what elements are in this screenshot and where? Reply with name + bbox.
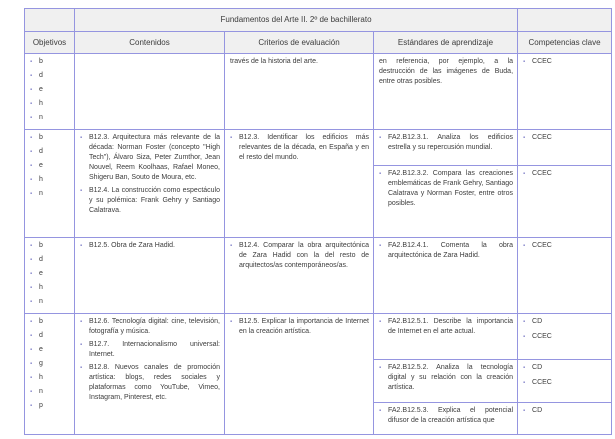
list-item bbox=[523, 169, 607, 179]
list-item-text: h bbox=[39, 176, 43, 183]
table-row bbox=[25, 314, 612, 360]
list-item bbox=[379, 317, 513, 337]
list-item-text: e bbox=[39, 86, 43, 93]
criterios-cell bbox=[225, 238, 374, 314]
list-item-text: d bbox=[39, 72, 43, 79]
list-item-text: b bbox=[39, 134, 43, 141]
competencias-cell bbox=[518, 166, 612, 238]
column-header-row bbox=[25, 32, 612, 54]
competencias-cell bbox=[518, 238, 612, 314]
list-item-text: d bbox=[39, 148, 43, 155]
square-bullet-icon: ▪ bbox=[379, 319, 382, 325]
square-bullet-icon: ▪ bbox=[80, 365, 83, 371]
contenidos-cell bbox=[75, 238, 225, 314]
corner-cell-right bbox=[518, 9, 612, 32]
square-bullet-icon: ▪ bbox=[523, 59, 526, 65]
square-bullet-icon: ▪ bbox=[230, 243, 233, 249]
square-bullet-icon: ▪ bbox=[230, 135, 233, 141]
competencias-cell bbox=[518, 54, 612, 130]
list-item-text: B12.5. Explicar la importancia de Internet en la creación artística. bbox=[239, 318, 369, 335]
list-item-text: B12.5. Obra de Zara Hadid. bbox=[89, 242, 175, 249]
list-item-text: FA2.B12.5.2. Analiza la tecnología digital y su relación con la creación artística. bbox=[388, 364, 514, 391]
list-item-text: CCEC bbox=[532, 379, 552, 386]
column-header-competencias: Competencias clave bbox=[518, 32, 612, 54]
square-bullet-icon: ▪ bbox=[80, 243, 83, 249]
list-item-text: B12.4. Comparar la obra arquitectónica de Zara Hadid con la del resto de arquitectos/as contemporáneos/as. bbox=[239, 242, 369, 269]
corner-cell-left bbox=[25, 9, 75, 32]
square-bullet-icon: ▪ bbox=[523, 319, 526, 325]
list-item-text: FA2.B12.5.3. Explica el potencial difusor de la creación artística que bbox=[388, 407, 514, 424]
title-row bbox=[25, 9, 612, 32]
objetivos-cell bbox=[25, 130, 75, 238]
square-bullet-icon: ▪ bbox=[30, 347, 33, 353]
square-bullet-icon: ▪ bbox=[30, 149, 33, 155]
column-header-contenidos: Contenidos bbox=[75, 32, 225, 54]
list-item bbox=[30, 401, 70, 411]
competencias-cell bbox=[518, 130, 612, 166]
square-bullet-icon: ▪ bbox=[30, 135, 33, 141]
list-item bbox=[30, 269, 70, 279]
list-item bbox=[30, 113, 70, 123]
list-item-text: FA2.B12.5.1. Describe la importancia de Internet en el arte actual. bbox=[388, 318, 514, 335]
list-item bbox=[30, 255, 70, 265]
list-item bbox=[80, 363, 220, 403]
list-item bbox=[523, 406, 607, 416]
square-bullet-icon: ▪ bbox=[30, 389, 33, 395]
list-item-text: n bbox=[39, 190, 43, 197]
column-header-criterios: Criterios de evaluación bbox=[225, 32, 374, 54]
list-item bbox=[230, 241, 369, 271]
list-item bbox=[30, 283, 70, 293]
list-item-text: p bbox=[39, 402, 43, 409]
square-bullet-icon: ▪ bbox=[523, 365, 526, 371]
square-bullet-icon: ▪ bbox=[523, 243, 526, 249]
estandares-cell bbox=[374, 238, 518, 314]
square-bullet-icon: ▪ bbox=[523, 380, 526, 386]
list-item bbox=[523, 133, 607, 143]
list-item bbox=[30, 359, 70, 369]
table-row bbox=[25, 238, 612, 314]
square-bullet-icon: ▪ bbox=[30, 101, 33, 107]
square-bullet-icon: ▪ bbox=[379, 243, 382, 249]
list-item bbox=[379, 363, 513, 393]
competencias-cell bbox=[518, 403, 612, 435]
objetivos-cell bbox=[25, 314, 75, 435]
list-item-text: B12.7. Internacionalismo universal: Internet. bbox=[89, 341, 220, 358]
square-bullet-icon: ▪ bbox=[30, 115, 33, 121]
list-item-text: B12.4. La construcción como espectáculo y su polémica: Frank Gehry y Santiago Calatrava. bbox=[89, 187, 220, 214]
list-item bbox=[230, 317, 369, 337]
list-item-text: d bbox=[39, 256, 43, 263]
contenidos-cell bbox=[75, 130, 225, 238]
square-bullet-icon: ▪ bbox=[80, 319, 83, 325]
criterios-cell bbox=[225, 130, 374, 238]
list-item bbox=[30, 331, 70, 341]
list-item bbox=[379, 241, 513, 261]
list-item-text: n bbox=[39, 114, 43, 121]
list-item bbox=[30, 387, 70, 397]
list-item-text: CD bbox=[532, 364, 543, 371]
list-item-text: b bbox=[39, 318, 43, 325]
list-item-text: h bbox=[39, 100, 43, 107]
list-item-text: d bbox=[39, 332, 43, 339]
square-bullet-icon: ▪ bbox=[379, 365, 382, 371]
square-bullet-icon: ▪ bbox=[30, 285, 33, 291]
square-bullet-icon: ▪ bbox=[80, 135, 83, 141]
list-item bbox=[523, 378, 607, 388]
criterios-cell bbox=[225, 314, 374, 435]
square-bullet-icon: ▪ bbox=[30, 257, 33, 263]
list-item bbox=[80, 317, 220, 337]
square-bullet-icon: ▪ bbox=[379, 408, 382, 414]
objetivos-cell bbox=[25, 54, 75, 130]
square-bullet-icon: ▪ bbox=[30, 243, 33, 249]
square-bullet-icon: ▪ bbox=[30, 177, 33, 183]
square-bullet-icon: ▪ bbox=[30, 163, 33, 169]
list-item bbox=[379, 133, 513, 153]
square-bullet-icon: ▪ bbox=[30, 333, 33, 339]
column-header-objetivos: Objetivos bbox=[25, 32, 75, 54]
list-item-text: CCEC bbox=[532, 170, 552, 177]
square-bullet-icon: ▪ bbox=[30, 299, 33, 305]
square-bullet-icon: ▪ bbox=[80, 342, 83, 348]
competencias-cell bbox=[518, 314, 612, 360]
list-item bbox=[30, 133, 70, 143]
estandares-cell bbox=[374, 166, 518, 238]
list-item bbox=[379, 406, 513, 426]
list-item bbox=[30, 373, 70, 383]
list-item bbox=[30, 161, 70, 171]
list-item-text: FA2.B12.3.2. Compara las creaciones emblemáticas de Frank Gehry, Santiago Calatrava y Norman Foster, entre otros posibles. bbox=[388, 170, 514, 207]
list-item-text: CD bbox=[532, 318, 543, 325]
list-item bbox=[30, 85, 70, 95]
list-item-text: FA2.B12.4.1. Comenta la obra arquitectónica de Zara Hadid. bbox=[388, 242, 514, 259]
list-item-text: CCEC bbox=[532, 134, 552, 141]
square-bullet-icon: ▪ bbox=[30, 59, 33, 65]
curriculum-table bbox=[24, 8, 612, 435]
estandares-cell bbox=[374, 360, 518, 403]
list-item-text: n bbox=[39, 298, 43, 305]
list-item-text: CCEC bbox=[532, 333, 552, 340]
list-item bbox=[30, 57, 70, 67]
competencias-cell bbox=[518, 360, 612, 403]
estandar-continuation-text: en referencia, por ejemplo, a la destrucción de las imágenes de Buda, entre otras posibles. bbox=[379, 58, 514, 85]
list-item-text: B12.3. Identificar los edificios más relevantes de la década, en España y en el resto del mundo. bbox=[239, 134, 369, 161]
list-item bbox=[30, 297, 70, 307]
list-item-text: e bbox=[39, 346, 43, 353]
square-bullet-icon: ▪ bbox=[523, 408, 526, 414]
list-item bbox=[230, 133, 369, 163]
list-item bbox=[523, 363, 607, 373]
list-item bbox=[30, 175, 70, 185]
list-item-text: h bbox=[39, 374, 43, 381]
list-item bbox=[80, 133, 220, 183]
list-item-text: CCEC bbox=[532, 242, 552, 249]
list-item-text: b bbox=[39, 58, 43, 65]
square-bullet-icon: ▪ bbox=[30, 73, 33, 79]
list-item bbox=[30, 99, 70, 109]
criterios-cell bbox=[225, 54, 374, 130]
estandares-cell bbox=[374, 130, 518, 166]
list-item-text: n bbox=[39, 388, 43, 395]
list-item-text: B12.3. Arquitectura más relevante de la década: Norman Foster (concepto "High Tech"), Álvaro Siza, Peter Zumthor, Jean Nouvel, Reem Koolhaas, Rafael Moneo, Shigeru Ban, Souto de Moura, etc. bbox=[89, 134, 220, 181]
criterios-continuation-text: través de la historia del arte. bbox=[230, 58, 318, 65]
square-bullet-icon: ▪ bbox=[30, 375, 33, 381]
square-bullet-icon: ▪ bbox=[523, 135, 526, 141]
list-item bbox=[30, 147, 70, 157]
list-item bbox=[30, 317, 70, 327]
square-bullet-icon: ▪ bbox=[80, 188, 83, 194]
table-row bbox=[25, 54, 612, 130]
list-item bbox=[80, 241, 220, 251]
list-item bbox=[30, 345, 70, 355]
list-item bbox=[379, 169, 513, 209]
list-item bbox=[523, 317, 607, 327]
list-item-text: g bbox=[39, 360, 43, 367]
list-item-text: B12.6. Tecnología digital: cine, televisión, fotografía y música. bbox=[89, 318, 220, 335]
square-bullet-icon: ▪ bbox=[30, 191, 33, 197]
contenidos-cell bbox=[75, 314, 225, 435]
square-bullet-icon: ▪ bbox=[523, 334, 526, 340]
square-bullet-icon: ▪ bbox=[30, 403, 33, 409]
list-item-text: h bbox=[39, 284, 43, 291]
list-item-text: B12.8. Nuevos canales de promoción artística: blogs, redes sociales y plataformas como YouTube, Vimeo, Instagram, Pinterest, etc. bbox=[89, 364, 220, 401]
list-item bbox=[523, 241, 607, 251]
list-item-text: CD bbox=[532, 407, 543, 414]
square-bullet-icon: ▪ bbox=[30, 87, 33, 93]
list-item-text: e bbox=[39, 270, 43, 277]
square-bullet-icon: ▪ bbox=[30, 319, 33, 325]
objetivos-cell bbox=[25, 238, 75, 314]
square-bullet-icon: ▪ bbox=[30, 271, 33, 277]
column-header-estandares: Estándares de aprendizaje bbox=[374, 32, 518, 54]
list-item bbox=[30, 241, 70, 251]
square-bullet-icon: ▪ bbox=[379, 171, 382, 177]
list-item bbox=[523, 57, 607, 67]
estandares-cell bbox=[374, 54, 518, 130]
list-item bbox=[523, 332, 607, 342]
list-item-text: b bbox=[39, 242, 43, 249]
estandares-cell bbox=[374, 403, 518, 435]
list-item-text: e bbox=[39, 162, 43, 169]
estandares-cell bbox=[374, 314, 518, 360]
square-bullet-icon: ▪ bbox=[30, 361, 33, 367]
list-item bbox=[80, 186, 220, 216]
contenidos-cell bbox=[75, 54, 225, 130]
list-item bbox=[80, 340, 220, 360]
table-row bbox=[25, 130, 612, 166]
list-item-text: FA2.B12.3.1. Analiza los edificios estrella y su repercusión mundial. bbox=[388, 134, 514, 151]
square-bullet-icon: ▪ bbox=[379, 135, 382, 141]
list-item bbox=[30, 71, 70, 81]
square-bullet-icon: ▪ bbox=[523, 171, 526, 177]
square-bullet-icon: ▪ bbox=[230, 319, 233, 325]
list-item bbox=[30, 189, 70, 199]
list-item-text: CCEC bbox=[532, 58, 552, 65]
table-title: Fundamentos del Arte II. 2º de bachillerato bbox=[75, 9, 518, 32]
